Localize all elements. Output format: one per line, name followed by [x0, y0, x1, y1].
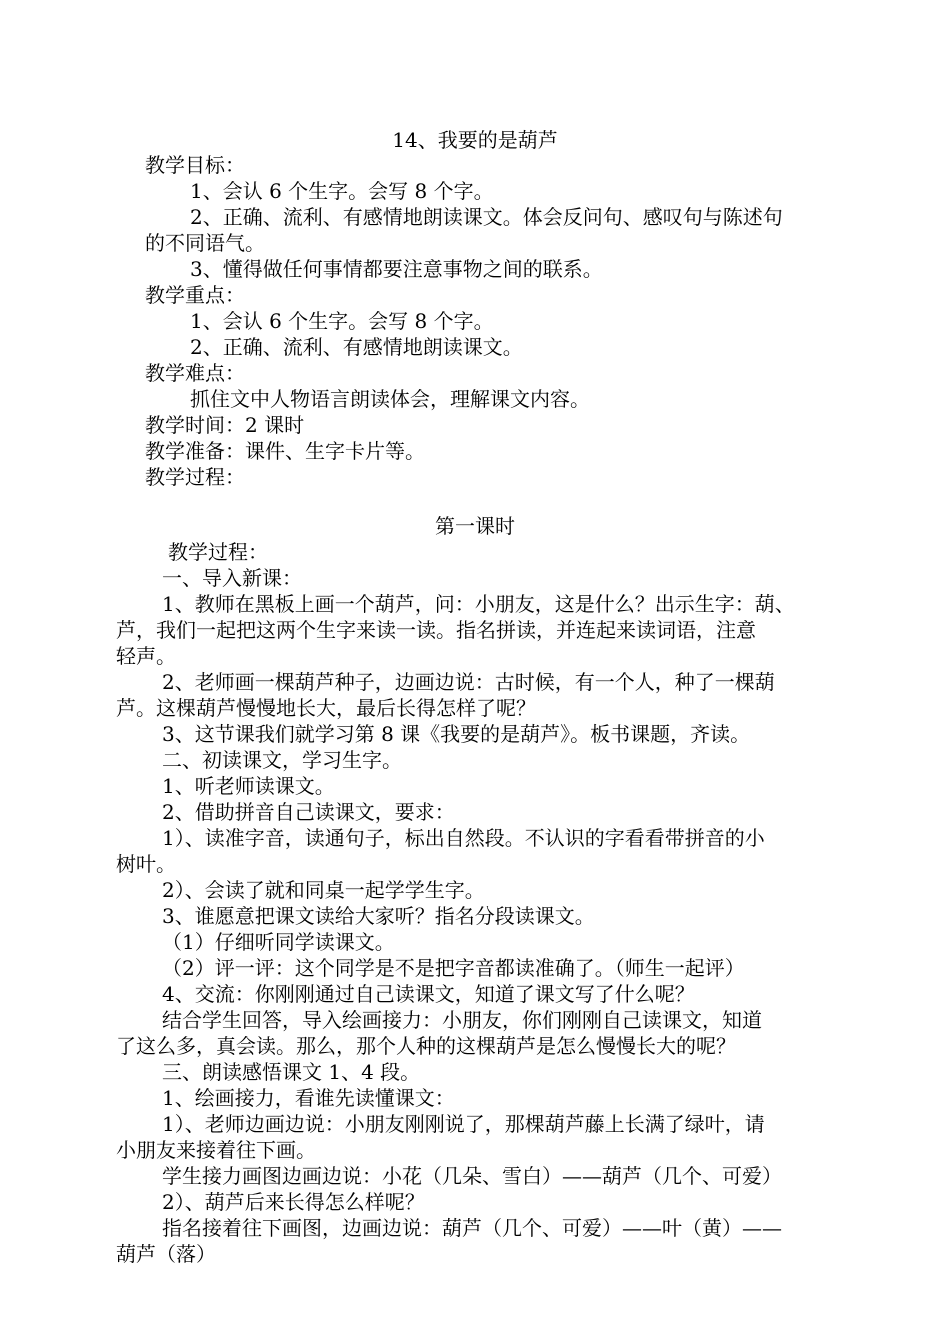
goals-label: 教学目标：	[145, 153, 245, 177]
lesson-line: 芦。这棵葫芦慢慢地长大，最后长得怎样了呢？	[116, 696, 536, 720]
key-point-line: 1、会认 6 个生字。会写 8 个字。	[190, 309, 494, 333]
lesson-line: （1）仔细听同学读课文。	[162, 930, 395, 954]
goal-line: 2、正确、流利、有感情地朗读课文。体会反问句、感叹句与陈述句	[190, 205, 783, 229]
lesson-line: 一、导入新课：	[162, 566, 302, 590]
lesson-line: 2）、葫芦后来长得怎么样呢？	[162, 1190, 425, 1214]
lesson-line: 4、交流：你刚刚通过自己读课文，知道了课文写了什么呢？	[162, 982, 695, 1006]
goal-line: 的不同语气。	[145, 231, 265, 255]
lesson-line: 轻声。	[116, 644, 176, 668]
lesson-line: 2）、会读了就和同桌一起学学生字。	[162, 878, 485, 902]
time-line: 教学时间：2 课时	[145, 413, 305, 437]
lesson-line: 2、借助拼音自己读课文，要求：	[162, 800, 455, 824]
lesson-line: 1、教师在黑板上画一个葫芦，问：小朋友，这是什么？出示生字：葫、	[162, 592, 795, 616]
lesson-line: 小朋友来接着往下画。	[116, 1138, 316, 1162]
lesson-line: 3、谁愿意把课文读给大家听？指名分段读课文。	[162, 904, 595, 928]
lesson-line: 了这么多，真会读。那么，那个人种的这棵葫芦是怎么慢慢长大的呢？	[116, 1034, 736, 1058]
lesson-line: 1、听老师读课文。	[162, 774, 335, 798]
key-point-line: 2、正确、流利、有感情地朗读课文。	[190, 335, 523, 359]
lesson-line: 葫芦（落）	[116, 1242, 216, 1266]
lesson-line: （2）评一评：这个同学是不是把字音都读准确了。（师生一起评）	[162, 956, 745, 980]
lesson-line: 指名接着往下画图，边画边说：葫芦（几个、可爱）——叶（黄）——	[162, 1216, 782, 1240]
lesson-line: 1）、老师边画边说：小朋友刚刚说了，那棵葫芦藤上长满了绿叶，请	[162, 1112, 765, 1136]
goal-line: 3、懂得做任何事情都要注意事物之间的联系。	[190, 257, 603, 281]
lesson-line: 3、这节课我们就学习第 8 课《我要的是葫芦》。板书课题，齐读。	[162, 722, 751, 746]
goal-line: 1、会认 6 个生字。会写 8 个字。	[190, 179, 494, 203]
document-title: 14、我要的是葫芦	[392, 128, 558, 152]
key-points-label: 教学重点：	[145, 283, 245, 307]
lesson-line: 1）、读准字音，读通句子，标出自然段。不认识的字看看带拼音的小	[162, 826, 765, 850]
difficulty-text: 抓住文中人物语言朗读体会，理解课文内容。	[190, 387, 590, 411]
lesson-line: 芦，我们一起把这两个生字来读一读。指名拼读，并连起来读词语，注意	[116, 618, 756, 642]
lesson-line: 树叶。	[116, 852, 176, 876]
lesson-line: 2、老师画一棵葫芦种子，边画边说：古时候，有一个人，种了一棵葫	[162, 670, 775, 694]
lesson-line: 三、朗读感悟课文 1、4 段。	[162, 1060, 421, 1084]
lesson-line: 二、初读课文，学习生字。	[162, 748, 402, 772]
lesson-line: 教学过程：	[168, 540, 268, 564]
process-label: 教学过程：	[145, 465, 245, 489]
lesson-line: 1、绘画接力，看谁先读懂课文：	[162, 1086, 455, 1110]
lesson-line: 结合学生回答，导入绘画接力：小朋友，你们刚刚自己读课文，知道	[162, 1008, 762, 1032]
difficulty-label: 教学难点：	[145, 361, 245, 385]
lesson-line: 学生接力画图边画边说：小花（几朵、雪白）——葫芦（几个、可爱）	[162, 1164, 782, 1188]
prep-line: 教学准备：课件、生字卡片等。	[145, 439, 425, 463]
lesson-heading: 第一课时	[435, 514, 515, 538]
